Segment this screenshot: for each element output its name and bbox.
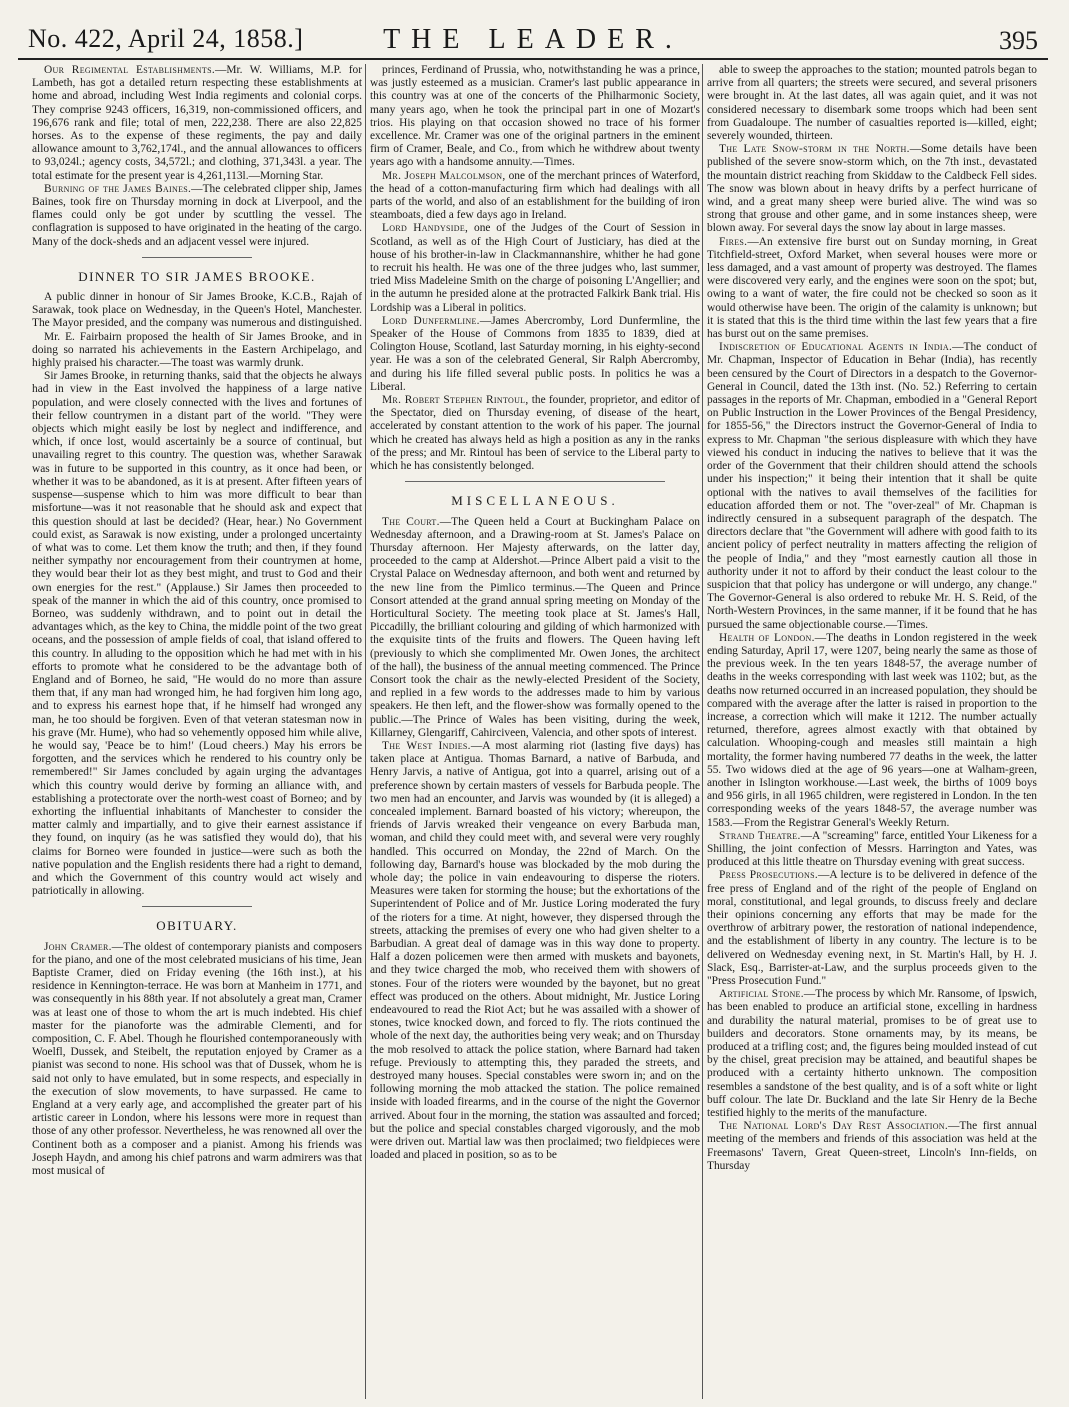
article-robert-rintoul: Mr. Robert Stephen Rintoul, the founder, proprietor, and editor of the Spectator, died on Thursday evening, of disease of the heart, accelerated by constant attention to the work of his paper. The journal which he created has always held as high a position as any in the ranks of the press; and Mr. Rintoul has been of service to the Liberal party to which he has consistently belonged. bbox=[370, 394, 700, 473]
article-health-of-london: Health of London.—The deaths in London registered in the week ending Saturday, April 17, were 1207, being nearly the same as those of the previous week. In the ten years 1848-57, the average number of deaths in the weeks corresponding with last week was 1102; but, as the deaths now returned occurred in an increased population, they should be compared with the average after the latter is raised in proportion to the increase, a correction which will make it 1212. The number actually returned, therefore, agrees almost exactly with that obtained by calculation. Whooping-cough and measles still maintain a high mortality, the former having numbered 77 deaths in the week, the latter 55. Two widows died at the age of 96 years—one at Walham-green, another in Islington workhouse.—Last week, the births of 1009 boys and 956 girls, in all 1965 children, were registered in London. In the ten corresponding weeks of the years 1848-57, the average number was 1583.—From the Registrar General's Weekly Return. bbox=[707, 631, 1037, 829]
section-heading-obituary: OBITUARY. bbox=[156, 918, 238, 934]
article-educational-agents-india: Indiscretion of Educational Agents in India.—The conduct of Mr. Chapman, Inspector of Education in Behar (India), has recently been censured by the Court of Directors in a despatch to the Governor-General in Council, dated the 13th inst. (No. 52.) Referring to certain passages in the reports of Mr. Chapman, embodied in a "General Report on Public Instruction in the Lower Provinces of the Bengal Presidency, for 1855-56," the Directors instruct the Governor-General of India to express to Mr. Chapman "the serious displeasure with which they have viewed his conduct in inducing the natives to believe that it was the order of the Government that their children should attend the schools under his inspection;" it being their intention that it shall be quite optional with the natives to avail themselves of the facilities for education afforded them or not. The "over-zeal" of Mr. Chapman is indirectly censured in a subsequent paragraph of the despatch. The directors declare that "the Government will adhere with good faith to its ancient policy of perfect neutrality in matters affecting the religion of the people of India," and they "most earnestly caution all those in authority under it not to afford by their conduct the least colour to the suspicion that that policy has undergone or will undergo, any change." The Governor-General is also ordered to rebuke Mr. H. S. Reid, of the North-Western Provinces, in the same manner, if it be found that he has pursued the same objectionable course.—Times. bbox=[707, 341, 1037, 631]
paragraph: Sir James Brooke, in returning thanks, said that the objects he always had in view in the East involved the happiness of a large native population, and were closely connected with the lives and fortunes of their fellow countrymen in a distant part of the world. "They were objects which might easily be lost by neglect and indifference, and which, if once lost, would ascertainly be a source of continual, but unavailing regret to this country. The question was, whether Sarawak was in future to be supported in this country, as it once had been, or whether it was to be abandoned, as it is at present. After fifteen years of suspense—suspense which to him was more difficult to bear than misfortune—was it not reasonable that he should ask and expect that this question should at last be decided? (Hear, hear.) No Government could exist, as Sarawak is now existing, under a prolonged uncertainty of what was to come. Let them know the truth; and then, if they found neither sympathy nor encouragement from their countrymen at home, they would bear their lot as they best might, and trust to God and their own energies for the rest." (Applause.) Sir James then proceeded to speak of the manner in which the aid of this country, once promised to Borneo, was suddenly withdrawn, and to point out in detail the advantages which, as the key to China, the middle point of the two great oceans, and the possession of ample fields of coal, that island offered to this country. In alluding to the opposition which he had met with in his efforts to promote what he considered to be the advantage both of England and of Borneo, he said, "He would do no more than assure them that, if any man had wronged him, he had forgiven him long ago, and to express his earnest hope that, if he himself had wronged any man, he too should be forgiven. Even of that veteran statesman now in his grave (Mr. Hume), who had so vehemently opposed him while alive, he would say, 'Peace be to him!' (Loud cheers.) May his errors be forgotten, and the services which he rendered to his country only be remembered!" Sir James concluded by again urging the advantages which this country would derive by forming an alliance with, and establishing a protectorate over the north-west coast of Borneo; and by exhorting the influential inhabitants of Manchester to consider the matter calmly and impartially, and to give their earnest assistance if they found, on inquiry (as he was satisfied they would do), that his claims for Borneo were founded in justice—were such as both the native population and the English residents there had a right to demand, and which the Government of this country would act wisely and patriotically in allowing. bbox=[32, 370, 362, 898]
article-fires: Fires.—An extensive fire burst out on Sunday morning, in Great Titchfield-street, Oxford Market, when several houses were more or less damaged, and a vast amount of property was destroyed. The flames were discovered very early, and the engines were soon on the spot; but, owing to a want of water, the fire could not be checked so soon as it would otherwise have been. The origin of the calamity is unknown; but it is stated that this is the third time within the last few years that a fire has burst out on the same premises. bbox=[707, 235, 1037, 341]
article-west-indies: The West Indies.—A most alarming riot (lasting five days) has taken place at Antigua. Thomas Barnard, a native of Barbuda, and Henry Jarvis, a native of Antigua, got into a quarrel, arising out of a preference shown by certain masters of vessels for Barbuda people. The two men had an encounter, and Jarvis was wounded by (it is alleged) a concealed implement. Barnard boasted of his victory; whereupon, the friends of Jarvis wreaked their vengeance on every Barbuda man, woman, and child they could meet with, and several were very roughly handled. This occurred on Monday, the 22nd of March. On the following day, Barnard's house was blockaded by the mob during the whole day; the police in vain endeavouring to disperse the rioters. Measures were taken for storming the house; but the exhortations of the Superintendent of Police and of Mr. Justice Loring moderated the fury of the rioters for a time. At night, however, they dispersed through the streets, attacking the premises of every one who had given shelter to a Barbudian. A great deal of damage was in this way done to property. Half a dozen policemen were then armed with muskets and bayonets, and they twice charged the mob, who received them with showers of stones. Four of the rioters were wounded by the bayonet, but no great effect was produced on the others. About midnight, Mr. Justice Loring endeavoured to read the Riot Act; but he was assailed with a shower of stones, twice knocked down, and forced to fly. The riots continued the whole of the next day, the authorities being very weak; and on Thursday the mob resolved to attack the police station, where Barnard had taken refuge. Previously to attempting this, they paraded the streets, and destroyed many houses. Special constables were sworn in; and on the following morning the mob attacked the station. The police remained inside with loaded firearms, and in the course of the night the Governor arrived. About four in the morning, the station was assaulted and forced; but the police and special constables charged vigorously, and the mob were driven out. Martial law was then proclaimed; two fieldpieces were loaded and placed in position, so as to be bbox=[370, 739, 700, 1162]
article-lord-handyside: Lord Handyside, one of the Judges of the Court of Session in Scotland, as well as of the High Court of Justiciary, has died at the house of his brother-in-law in Clackmannanshire, whither he had gone to recruit his health. He was one of the three judges who, last summer, tried Miss Madeleine Smith on the charge of poisoning L'Angellier; and in the autumn he presided alone at the protracted Falkirk Bank trial. His Lordship was a Liberal in politics. bbox=[370, 222, 700, 314]
issue-date: No. 422, April 24, 1858.] bbox=[28, 24, 304, 53]
separator bbox=[142, 906, 252, 907]
column-rule bbox=[702, 64, 703, 1399]
column-3 bbox=[707, 64, 1037, 1399]
separator bbox=[405, 481, 665, 482]
article-lords-day-rest: The National Lord's Day Rest Association.—The first annual meeting of the members and friends of this association was held at the Freemasons' Tavern, Great Queen-street, Lincoln's Inn-fields, on Thursday bbox=[707, 1120, 1037, 1172]
column-2 bbox=[370, 64, 700, 1399]
article-press-prosecutions: Press Prosecutions.—A lecture is to be delivered in defence of the free press of England and of the right of the people of England on moral, constitutional, and legal grounds, to discuss freely and declare their opinions concerning any efforts that may be made for the overthrow of arbitrary power, the restoration of national independence, and the establishment of liberty in any country. The lecture is to be delivered on Wednesday evening next, in St. Martin's Hall, by H. J. Slack, Esq., Barrister-at-Law, and the surplus proceeds given to the "Press Prosecution Fund." bbox=[707, 869, 1037, 988]
article-lord-dunfermline: Lord Dunfermline.—James Abercromby, Lord Dunfermline, the Speaker of the House of Commons from 1835 to 1839, died at Colington House, Scotland, last Saturday morning, in his eighty-second year. He was a son of the celebrated General, Sir Ralph Abercromby, and during his life filled several public posts. In politics he was a Liberal. bbox=[370, 314, 700, 393]
article-burning-james-baines: Burning of the James Baines.—The celebrated clipper ship, James Baines, took fire on Thursday morning in dock at Liverpool, and the flames could only be got under by scuttling the vessel. The conflagration is supposed to have originated in the heating of the cargo. Many of the dock-sheds and an adjacent vessel were injured. bbox=[32, 182, 362, 248]
page-number: 395 bbox=[999, 26, 1038, 55]
article-the-court: The Court.—The Queen held a Court at Buckingham Palace on Wednesday afternoon, and a Drawing-room at St. James's Palace on Thursday afternoon. Her Majesty afterwards, on the latter day, proceeded to the camp at Aldershot.—Prince Albert paid a visit to the Crystal Palace on Wednesday afternoon, and both went and returned by the new line from the Pimlico terminus.—The Queen and Prince Consort attended at the grand annual spring meeting on Monday of the Horticultural Society. The meeting took place at St. James's Hall, Piccadilly, the brilliant colouring and gilding of which harmonized with the exquisite tints of the fruits and flowers. The Queen having left (previously to which she complimented Mr. Owen Jones, the architect of the hall), the business of the annual meeting commenced. The Prince Consort took the chair as the newly-elected President of the Society, and replied in a few words to the addresses made to him by various speakers. He then left, and the flower-show was formally opened to the public.—The Prince of Wales has been visiting, during the week, Killarney, Glengariff, Cahirciveen, Valencia, and other spots of interest. bbox=[370, 515, 700, 739]
article-artificial-stone: Artificial Stone.—The process by which Mr. Ransome, of Ipswich, has been enabled to produce an artificial stone, excelling in hardness and durability the natural material, promises to be of great use to builders and decorators. Stone ornaments may, by its means, be produced at a trifling cost; and, the figures being moulded instead of cut by the chisel, great precision may be attained, and beautiful shapes be produced with a certainty hitherto unknown. The composition resembles a sandstone of the best quality, and is of a soft white or light buff colour. The late Dr. Buckland and the late Sir Henry de la Beche testified highly to the merits of the manufacture. bbox=[707, 988, 1037, 1120]
article-snow-storm: The Late Snow-storm in the North.—Some details have been published of the severe snow-storm which, on the 7th inst., devastated the mountain district reaching from Skiddaw to the Caldbeck Fell sides. The snow was blown about in heavy drifts by a perfect hurricane of wind, and a great many sheep were buried alive. The wind was so strong that grouse and other game, and in some instances sheep, were blown away. For several days the snow lay about in large masses. bbox=[707, 143, 1037, 235]
column-rule bbox=[365, 64, 366, 1399]
article-joseph-malcolmson: Mr. Joseph Malcolmson, one of the merchant princes of Waterford, the head of a cotton-manufacturing firm which had dealings with all parts of the world, and also of an establishment for the building of iron steamboats, died a few days ago in Ireland. bbox=[370, 169, 700, 222]
newspaper-title: THE LEADER. bbox=[383, 24, 683, 55]
paragraph: princes, Ferdinand of Prussia, who, notwithstanding he was a prince, was justly esteemed as a musician. Cramer's last public appearance in this country was at one of the concerts of the Philharmonic Society, many years ago, when he took the principal part in one of Mozart's trios. His playing on that occasion showed no trace of his former excellence. Mr. Cramer was one of the original partners in the eminent firm of Cramer, Beale, and Co., from which he withdrew about twenty years ago with a handsome annuity.—Times. bbox=[370, 64, 700, 169]
article-strand-theatre: Strand Theatre.—A "screaming" farce, entitled Your Likeness for a Shilling, the joint confection of Messrs. Harrington and Yates, was produced at this little theatre on Thursday evening with great success. bbox=[707, 829, 1037, 869]
article-regimental-establishments: Our Regimental Establishments.—Mr. W. Williams, M.P. for Lambeth, has got a detailed return respecting these establishments at home and abroad, including West India regiments and colonial corps. They comprise 9243 officers, 16,319, non-commissioned officers, and 196,676 rank and file; total of men, 222,238. There are also 22,825 horses. As to the expense of these regiments, the pay and daily allowance amount to 3,762,174l., and the annual allowances to officers to 93,024l.; agency costs, 34,572l.; and clothing, 371,343l. a year. The total estimate for the present year is 4,261,113l.—Morning Star. bbox=[32, 64, 362, 182]
paragraph: Mr. E. Fairbairn proposed the health of Sir James Brooke, and in doing so narrated his achievements in the Eastern Archipelago, and highly praised his character.—The toast was warmly drunk. bbox=[32, 330, 362, 370]
section-heading-miscellaneous: MISCELLANEOUS. bbox=[451, 493, 619, 509]
paragraph: able to sweep the approaches to the station; mounted patrols began to arrive from all quarters; the streets were secured, and several prisoners were brought in. At the last dates, all was again quiet, and it was not considered necessary to disembark some troops which had been sent from Guadaloupe. The number of casualties reported is—killed, eight; severely wounded, thirteen. bbox=[707, 64, 1037, 143]
column-1 bbox=[32, 64, 362, 1399]
separator bbox=[142, 257, 252, 258]
page-header bbox=[18, 18, 1048, 60]
article-john-cramer: John Cramer.—The oldest of contemporary pianists and composers for the piano, and one of the most celebrated musicians of his time, Jean Baptiste Cramer, died on Friday evening (the 16th inst.), at his residence in Kennington-terrace. He was born at Manheim in 1771, and was consequently in his 88th year. If not absolutely a great man, Cramer was at least one of those to whom the art is much indebted. His chief master for the pianoforte was the admirable Clementi, and for composition, C. F. Abel. Though he flourished contemporaneously with Woelfl, Dussek, and Steibelt, the reputation enjoyed by Cramer as a pianist was second to none. His school was that of Dussek, whom he is said not only to have emulated, but in some respects, and especially in the execution of slow movements, to have surpassed. He came to England at a very early age, and accomplished the greater part of his artistic career in London, where his lessons were more in request than those of any other professor. Nevertheless, he was renowned all over the Continent both as a composer and a pianist. Among his friends was Joseph Haydn, and among his chief patrons and warm admirers was that most musical of bbox=[32, 940, 362, 1178]
section-heading-brooke-dinner: DINNER TO SIR JAMES BROOKE. bbox=[78, 268, 316, 284]
paragraph: A public dinner in honour of Sir James Brooke, K.C.B., Rajah of Sarawak, took place on Wednesday, in the Queen's Hotel, Manchester. The Mayor presided, and the company was numerous and distinguished. bbox=[32, 291, 362, 330]
